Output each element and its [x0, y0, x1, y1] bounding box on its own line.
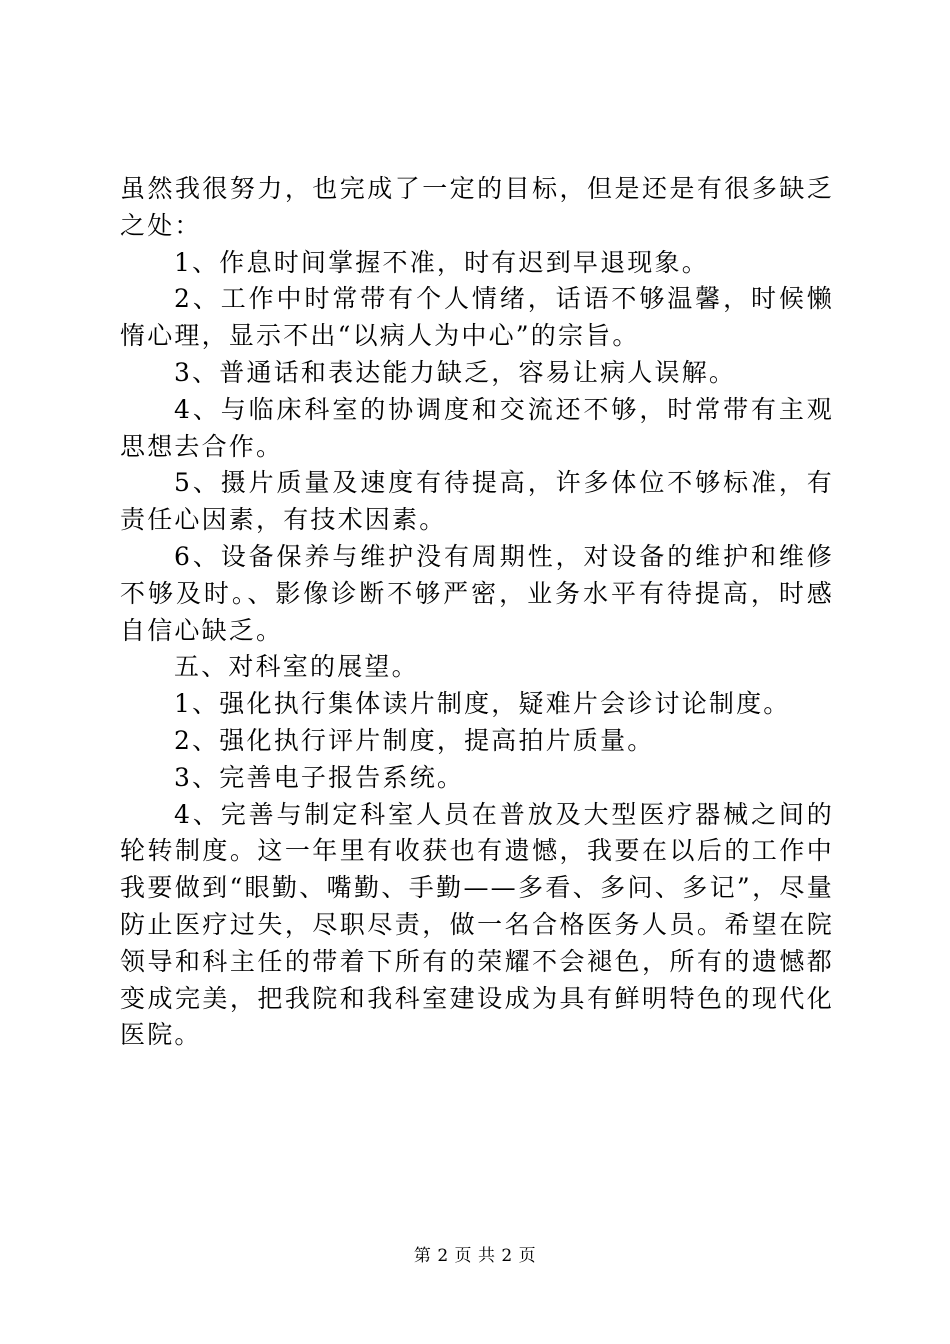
section-heading-outlook: 五、对科室的展望。	[174, 652, 419, 682]
paragraph-outlook-3: 3、完善电子报告系统。	[174, 762, 465, 792]
paragraph-shortcoming-1: 1、作息时间掌握不准，时有迟到早退现象。	[174, 247, 709, 277]
paragraph-outlook-4: 4、完善与制定科室人员在普放及大型医疗器械之间的轮转制度。这一年里有收获也有遗憾，我要在以后的工作中我要做到“眼勤、嘴勤、手勤——多看、多问、多记”，尽量防止医疗过失，尽职尽责，做一名合格医务人员。希望在院领导和科主任的带着下所有的荣耀不会褪色，所有的遗憾都变成完美，把我院和我科室建设成为具有鲜明特色的现代化医院。	[120, 799, 834, 1050]
paragraph-outlook-2: 2、强化执行评片制度，提高拍片质量。	[174, 725, 655, 755]
paragraph-shortcomings-intro: 虽然我很努力，也完成了一定的目标，但是还是有很多缺乏之处：	[120, 174, 834, 240]
paragraph-shortcoming-4: 4、与临床科室的协调度和交流还不够，时常带有主观思想去合作。	[120, 394, 834, 461]
document-body	[120, 171, 834, 1054]
paragraph-shortcoming-3: 3、普通话和表达能力缺乏，容易让病人误解。	[174, 357, 737, 387]
paragraph-outlook-1: 1、强化执行集体读片制度，疑难片会诊讨论制度。	[174, 689, 791, 719]
paragraph-shortcoming-2: 2、工作中时常带有个人情绪，话语不够温馨，时候懒惰心理，显示不出“以病人为中心”的宗旨。	[120, 284, 834, 351]
paragraph-shortcoming-6: 6、设备保养与维护没有周期性，对设备的维护和维修不够及时。、影像诊断不够严密，业务水平有待提高，时感自信心缺乏。	[120, 541, 834, 645]
paragraph-shortcoming-5: 5、摄片质量及速度有待提高，许多体位不够标准，有责任心因素，有技术因素。	[120, 468, 834, 535]
page-number-footer: 第 2 页 共 2 页	[413, 1246, 537, 1266]
